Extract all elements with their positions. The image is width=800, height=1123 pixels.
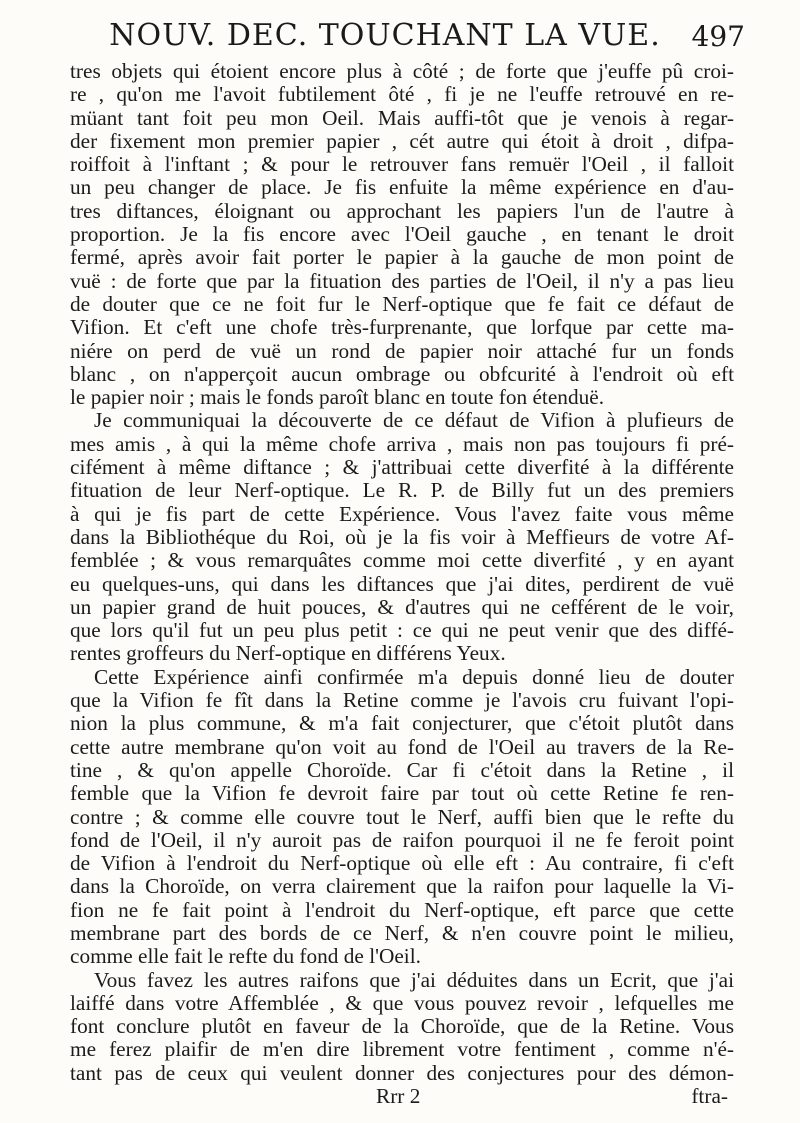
text-line: tres diftances, éloignant ou approchant les papiers l'un de l'autre à [70,199,734,223]
text-line: contre ; & comme elle couvre tout le Nerf, auffi bien que le refte du [70,805,734,829]
body-text [70,60,734,1108]
text-line: à qui je fis part de cette Expérience. Vous l'avez faite vous même [70,502,734,526]
text-line: mes amis , à qui la même chofe arriva , mais non pas toujours fi pré- [70,432,734,456]
text-line: eu quelques-uns, qui dans les diftances que j'ai dites, perdirent de vuë [70,572,734,596]
text-line: que lors qu'il fut un peu plus petit : ce qui ne peut venir que des diffé- [70,619,734,643]
text-line: un peu changer de place. Je fis enfuite la même expérience en d'au- [70,176,734,200]
text-line: un papier grand de huit pouces, & d'autres qui ne cefférent de le voir, [70,595,734,619]
text-line: dans la Bibliothéque du Roi, où je la fis voir à Meffieurs de votre Af- [70,525,734,549]
page-number: 497 [691,20,745,53]
text-line: tine , & qu'on appelle Choroïde. Car fi c'étoit dans la Retine , il [70,758,734,782]
signature-mark: Rrr 2 [376,1084,421,1109]
text-line: de douter que ce ne foit fur le Nerf-optique que fe fait ce défaut de [70,292,734,316]
text-line: roiffoit à l'inftant ; & pour le retrouver fans remuër l'Oeil , il falloit [70,153,734,177]
text-line: der fixement mon premier papier , cét autre qui étoit à droit , difpa- [70,129,734,153]
catchword: ftra- [691,1084,728,1109]
running-title: NOUV. DEC. TOUCHANT LA VUE. [109,18,661,53]
page-footer [70,1085,734,1108]
text-line: femblée ; & vous remarquâtes comme moi cette diverfité , y en ayant [70,549,734,573]
text-line: membrane part des bords de ce Nerf, & n'en couvre point le milieu, [70,921,734,945]
text-line: fond de l'Oeil, il n'y auroit pas de raifon pourquoi il ne fe feroit point [70,828,734,852]
paragraph-end-line: comme elle fait le refte du fond de l'Oeil. [70,945,421,969]
text-line: müant tant foit peu mon Oeil. Mais auffi-tôt que je venois à regar- [70,106,734,130]
paragraph-end-line: rentes groffeurs du Nerf-optique en différens Yeux. [70,642,506,666]
paragraph-end-line: le papier noir ; mais le fonds paroît blanc en toute fon étenduë. [70,386,605,410]
text-line: de Vifion à l'endroit du Nerf-optique où elle eft : Au contraire, fi c'eft [70,852,734,876]
text-line: re , qu'on me l'avoit fubtilement ôté , fi je ne l'euffe retrouvé en re- [70,83,734,107]
text-line: tres objets qui étoient encore plus à côté ; de forte que j'euffe pû croi- [70,60,734,83]
text-line: me ferez plaifir de m'en dire librement votre fentiment , comme n'é- [70,1038,734,1062]
text-line: blanc , on n'apperçoit aucun ombrage ou obfcurité à l'endroit où eft [70,362,734,386]
text-line: nion la plus commune, & m'a fait conjecturer, que c'étoit plutôt dans [70,712,734,736]
running-head [95,18,745,58]
text-line: tant pas de ceux qui veulent donner des conjectures pour des démon- [70,1061,734,1085]
text-line: laiffé dans votre Affemblée , & que vous pouvez revoir , lefquelles me [70,991,734,1015]
text-line: vuë : de forte que par la fituation des parties de l'Oeil, il n'y a pas lieu [70,269,734,293]
paragraph-start-line: Vous favez les autres raifons que j'ai déduites dans un Ecrit, que j'ai [94,968,734,992]
text-line: cette autre membrane qu'on voit au fond de l'Oeil au travers de la Re- [70,735,734,759]
text-line: Vifion. Et c'eft une chofe très-furprenante, que lorfque par cette ma- [70,316,734,340]
text-line: dans la Choroïde, on verra clairement que la raifon pour laquelle la Vi- [70,875,734,899]
text-line: niére on perd de vuë un rond de papier noir attaché fur un fonds [70,339,734,363]
text-line: proportion. Je la fis encore avec l'Oeil gauche , en tenant le droit [70,223,734,247]
text-line: fion ne fe fait point à l'endroit du Nerf-optique, eft parce que cette [70,898,734,922]
text-line: fituation de leur Nerf-optique. Le R. P. de Billy fut un des premiers [70,479,734,503]
paragraph-start-line: Je communiquai la découverte de ce défaut de Vifion à plufieurs de [94,409,734,433]
text-line: font conclure plutôt en faveur de la Choroïde, que de la Retine. Vous [70,1015,734,1039]
text-line: cifément à même diftance ; & j'attribuai cette diverfité à la différente [70,456,734,480]
text-line: femble que la Vifion fe devroit faire par tout où cette Retine fe ren- [70,782,734,806]
text-line: que la Vifion fe fît dans la Retine comme je l'avois cru fuivant l'opi- [70,689,734,713]
text-line: fermé, après avoir fait porter le papier à la gauche de mon point de [70,246,734,270]
paragraph-start-line: Cette Expérience ainfi confirmée m'a depuis donné lieu de douter [94,665,734,689]
